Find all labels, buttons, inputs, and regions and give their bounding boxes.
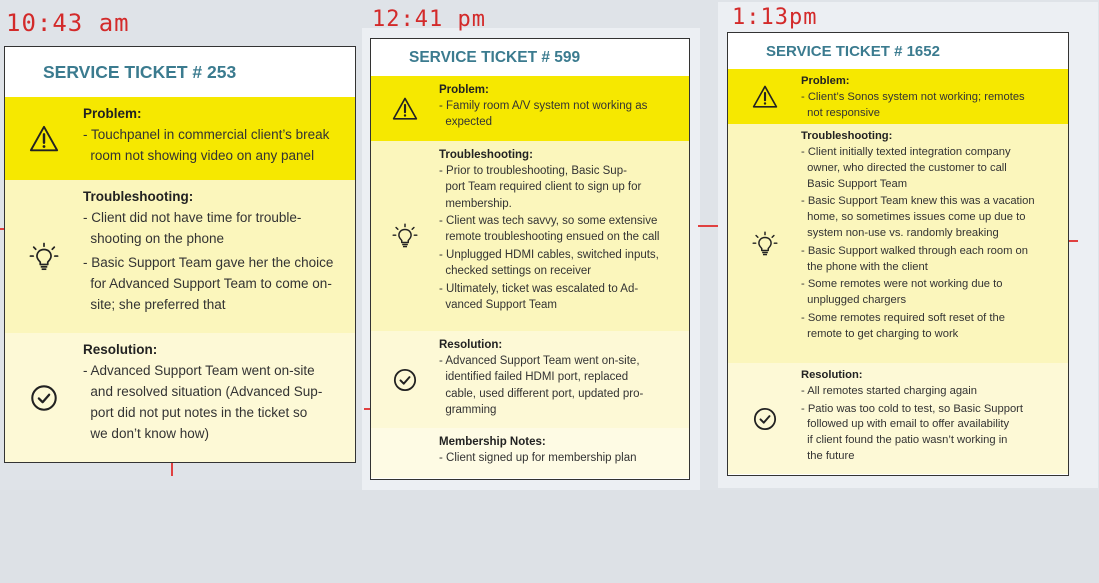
problem-section	[728, 69, 1068, 124]
problem-section	[5, 97, 355, 180]
bullet-line: - Client signed up for membership plan	[439, 452, 637, 465]
bullet-line: remote troubleshooting ensued on the call	[445, 231, 660, 244]
bullet-line: site; she preferred that	[90, 296, 226, 312]
resolution-heading: Resolution:	[83, 342, 158, 357]
membership-content	[439, 428, 689, 478]
bullet-item	[439, 450, 681, 466]
problem-content	[83, 97, 355, 180]
bullet-line: if client found the patio wasn’t working in	[807, 434, 1008, 447]
icon-spacer	[371, 428, 439, 478]
problem-section	[371, 76, 689, 141]
bullet-line: - Basic Support walked through each room on	[801, 244, 1028, 257]
bullet-line: gramming	[445, 403, 497, 416]
warning-icon	[728, 69, 801, 124]
troubleshooting-content	[83, 180, 355, 333]
bullet-line: unplugged chargers	[807, 294, 907, 307]
troubleshooting-section	[5, 180, 355, 333]
bullet-line: - Advanced Support Team went on-site	[83, 363, 315, 378]
bullet-line: - Prior to troubleshooting, Basic Sup-	[439, 165, 627, 178]
bullet-line: - Client was tech savvy, so some extensive	[439, 215, 658, 228]
checkmark-circle-icon	[728, 363, 801, 474]
bullet-item	[83, 124, 345, 166]
bullet-line: - Client’s Sonos system not working; remotes	[801, 90, 1025, 103]
bullet-line: we don’t know how)	[90, 426, 209, 441]
bullet-line: - All remotes started charging again	[801, 384, 977, 397]
bullet-line: owner, who directed the customer to call	[807, 161, 1007, 174]
ticket-title: SERVICE TICKET # 253	[5, 47, 355, 97]
bullet-line: - Ultimately, ticket was escalated to Ad-	[439, 282, 639, 295]
resolution-section	[5, 333, 355, 462]
troubleshooting-section	[728, 124, 1068, 363]
problem-content	[439, 76, 689, 141]
bullet-line: identified failed HDMI port, replaced	[445, 371, 629, 384]
resolution-section	[728, 363, 1068, 474]
bullet-line: membership.	[445, 197, 512, 210]
bullet-line: - Patio was too cold to test, so Basic Support	[801, 402, 1023, 415]
checkmark-circle-icon	[371, 331, 439, 428]
bullet-line: - Basic Support Team gave her the choice	[83, 254, 334, 270]
lightbulb-icon	[5, 180, 83, 333]
bullet-item	[801, 145, 1060, 193]
resolution-content	[439, 331, 689, 428]
bullet-line: - Touchpanel in commercial client’s break	[83, 127, 330, 142]
bullet-line: - Some remotes required soft reset of the	[801, 311, 1005, 324]
bullet-item	[801, 90, 1060, 122]
bullet-item	[801, 311, 1060, 343]
bullet-item	[439, 353, 681, 418]
service-ticket-card-1	[4, 46, 356, 463]
bullet-line: cable, used different port, updated pro-	[445, 387, 644, 400]
problem-heading: Problem:	[801, 75, 850, 87]
resolution-content	[83, 333, 355, 462]
bullet-line: system non-use vs. randomly breaking	[807, 227, 999, 240]
troubleshooting-heading: Troubleshooting:	[83, 189, 194, 204]
bullet-line: not responsive	[807, 106, 880, 119]
membership-heading: Membership Notes:	[439, 436, 546, 448]
ticket-2-timestamp: 12:41 pm	[372, 7, 486, 32]
bullet-line: shooting on the phone	[90, 231, 225, 246]
ticket-3-timestamp: 1:13pm	[732, 5, 818, 30]
bullet-line: the phone with the client	[807, 260, 928, 273]
timeline-tick	[171, 462, 173, 476]
bullet-line: the future	[807, 450, 855, 463]
bullet-line: - Basic Support Team knew this was a vacation	[801, 195, 1035, 208]
bullet-line: Basic Support Team	[807, 177, 908, 190]
bullet-item	[439, 281, 681, 313]
bullet-item	[83, 360, 345, 444]
bullet-item	[439, 163, 681, 212]
problem-heading: Problem:	[83, 106, 142, 121]
bullet-item	[801, 194, 1060, 242]
timeline-tick	[1068, 240, 1078, 242]
bullet-line: remote to get charging to work	[807, 327, 959, 340]
problem-heading: Problem:	[439, 84, 489, 96]
bullet-line: port did not put notes in the ticket so	[90, 405, 308, 420]
troubleshooting-content	[439, 141, 689, 331]
checkmark-circle-icon	[5, 333, 83, 462]
bullet-line: - Family room A/V system not working as	[439, 100, 648, 113]
bullet-item	[439, 213, 681, 245]
bullet-line: room not showing video on any panel	[90, 148, 315, 163]
resolution-heading: Resolution:	[439, 339, 503, 351]
bullet-line: - Client initially texted integration company	[801, 145, 1011, 158]
bullet-item	[801, 402, 1060, 466]
bullet-line: for Advanced Support Team to come on-	[90, 275, 332, 291]
bullet-item	[439, 247, 681, 279]
bullet-line: checked settings on receiver	[445, 265, 592, 278]
bullet-line: and resolved situation (Advanced Sup-	[90, 384, 323, 399]
warning-icon	[371, 76, 439, 141]
troubleshooting-section	[371, 141, 689, 331]
bullet-line: - Unplugged HDMI cables, switched inputs,	[439, 248, 659, 261]
bullet-line: followed up with email to offer availability	[807, 418, 1010, 431]
bullet-item	[801, 244, 1060, 276]
bullet-line: port Team required client to sign up for	[445, 181, 642, 194]
bullet-line: vanced Support Team	[445, 298, 557, 311]
service-ticket-card-3	[727, 32, 1069, 476]
lightbulb-icon	[728, 124, 801, 363]
bullet-item	[801, 277, 1060, 309]
resolution-content	[801, 363, 1068, 474]
ticket-1-timestamp: 10:43 am	[6, 9, 130, 37]
ticket-title: SERVICE TICKET # 1652	[728, 33, 1068, 69]
membership-section	[371, 428, 689, 478]
bullet-line: home, so sometimes issues come up due to	[807, 211, 1026, 224]
problem-content	[801, 69, 1068, 124]
bullet-line: - Client did not have time for trouble-	[83, 210, 302, 225]
timeline-tick	[698, 225, 718, 227]
resolution-section	[371, 331, 689, 428]
bullet-item	[83, 207, 345, 249]
bottom-background	[0, 490, 1099, 583]
ticket-title: SERVICE TICKET # 599	[371, 39, 689, 76]
bullet-item	[83, 252, 345, 315]
bullet-item	[439, 98, 681, 130]
lightbulb-icon	[371, 141, 439, 331]
troubleshooting-heading: Troubleshooting:	[801, 130, 893, 142]
troubleshooting-content	[801, 124, 1068, 363]
bullet-line: - Advanced Support Team went on-site,	[439, 355, 640, 368]
troubleshooting-heading: Troubleshooting:	[439, 149, 533, 161]
warning-icon	[5, 97, 83, 180]
service-ticket-card-2	[370, 38, 690, 480]
bullet-line: - Some remotes were not working due to	[801, 278, 1003, 291]
bullet-item	[801, 384, 1060, 400]
resolution-heading: Resolution:	[801, 369, 863, 381]
bullet-line: expected	[445, 116, 492, 129]
